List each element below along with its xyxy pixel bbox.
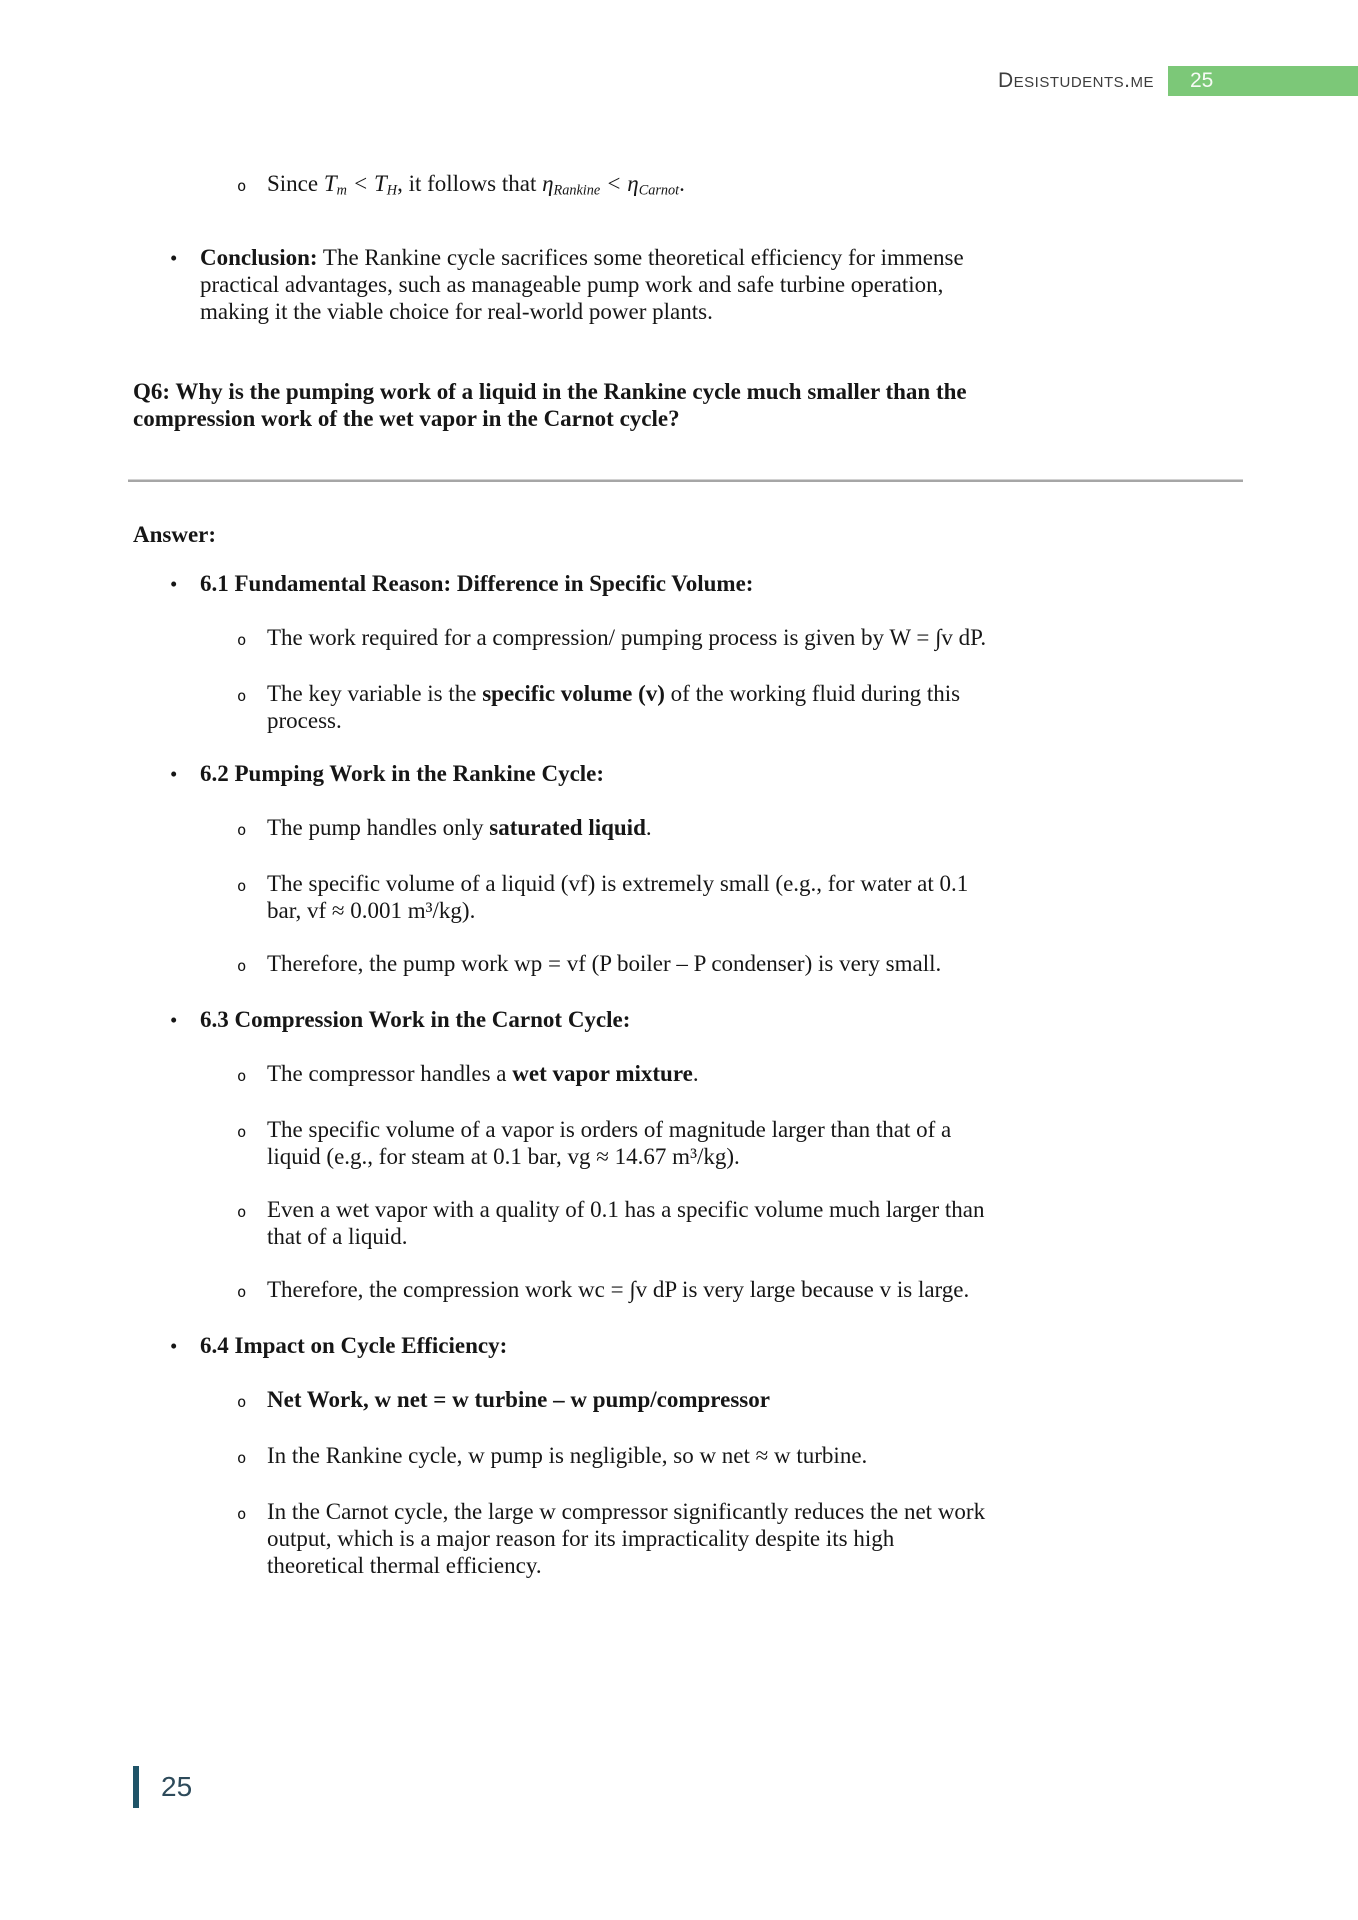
page-header [0, 66, 1358, 96]
list-item [133, 870, 1245, 924]
section-heading-text: 6.4 Impact on Cycle Efficiency: [200, 1332, 508, 1358]
list-item [133, 1116, 1245, 1170]
disc-bullet-icon: • [170, 761, 178, 786]
list-item [133, 624, 1245, 654]
circle-bullet-icon: o [237, 1282, 247, 1301]
paragraph-text: Conclusion: The Rankine cycle sacrifices some theoretical efficiency for immense practical advantages, such as manageable pump work and safe turbine operation, making it the viable choice for real-world power plants. [200, 244, 964, 324]
paragraph-text: The key variable is the specific volume (v) of the working fluid during this process. [267, 680, 961, 733]
list-item [133, 814, 1245, 844]
circle-bullet-icon: o [237, 1392, 247, 1411]
paragraph-text: The work required for a compression/ pumping process is given by W = ∫v dP. [267, 624, 987, 650]
list-item [133, 1386, 1245, 1416]
answer-label: Answer: [133, 521, 217, 547]
list-item [133, 170, 1245, 205]
circle-bullet-icon: o [237, 686, 247, 705]
section-heading-text: 6.3 Compression Work in the Carnot Cycle: [200, 1006, 631, 1032]
list-item [133, 1276, 1245, 1306]
section-heading-text: 6.2 Pumping Work in the Rankine Cycle: [200, 760, 605, 786]
paragraph-text: The specific volume of a vapor is orders of magnitude larger than that of a liquid (e.g., for steam at 0.1 bar, vg ≈ 14.67 m³/kg). [267, 1116, 952, 1169]
list-item [133, 950, 1245, 980]
circle-bullet-icon: o [237, 1448, 247, 1467]
list-item [133, 1498, 1245, 1579]
list-item [133, 680, 1245, 734]
circle-bullet-icon: o [237, 1066, 247, 1085]
page-number-badge: 25 [1168, 66, 1358, 96]
section-heading-text: 6.1 Fundamental Reason: Difference in Specific Volume: [200, 570, 754, 596]
circle-bullet-icon: o [237, 820, 247, 839]
footer-accent-bar [133, 1766, 139, 1808]
list-item [133, 1442, 1245, 1472]
circle-bullet-icon: o [237, 1504, 247, 1523]
paragraph-text: Therefore, the pump work wp = vf (P boiler – P condenser) is very small. [267, 950, 942, 976]
paragraph-text: Net Work, w net = w turbine – w pump/compressor [267, 1386, 770, 1412]
paragraph-text: In the Carnot cycle, the large w compressor significantly reduces the net work output, which is a major reason for its impracticality despite its high theoretical thermal efficiency. [267, 1498, 986, 1578]
document-body [133, 170, 1245, 1605]
circle-bullet-icon: o [237, 956, 247, 975]
footer-page-number: 25 [161, 1771, 193, 1802]
section-heading-6-2 [133, 760, 1245, 788]
disc-bullet-icon: • [170, 1333, 178, 1358]
paragraph-text: The pump handles only saturated liquid. [267, 814, 652, 840]
question-heading: Q6: Why is the pumping work of a liquid in the Rankine cycle much smaller than the compression work of the wet vapor in the Carnot cycle? [133, 378, 967, 431]
circle-bullet-icon: o [237, 1122, 247, 1141]
section-heading-6-4 [133, 1332, 1245, 1360]
disc-bullet-icon: • [170, 1007, 178, 1032]
circle-bullet-icon: o [237, 1202, 247, 1221]
list-item [133, 1196, 1245, 1250]
paragraph-text: Even a wet vapor with a quality of 0.1 has a specific volume much larger than that of a liquid. [267, 1196, 985, 1249]
disc-bullet-icon: • [170, 245, 178, 270]
section-heading-6-3 [133, 1006, 1245, 1034]
disc-bullet-icon: • [170, 571, 178, 596]
paragraph-text: In the Rankine cycle, w pump is negligible, so w net ≈ w turbine. [267, 1442, 868, 1468]
page-footer [133, 1766, 192, 1808]
list-item [133, 1060, 1245, 1090]
circle-bullet-icon: o [237, 876, 247, 895]
paragraph-text: The specific volume of a liquid (vf) is extremely small (e.g., for water at 0.1 bar, vf ≈ 0.001 m³/kg). [267, 870, 969, 923]
divider-rule [128, 479, 1243, 482]
paragraph-text: Therefore, the compression work wc = ∫v dP is very large because v is large. [267, 1276, 970, 1302]
circle-bullet-icon: o [237, 630, 247, 649]
list-item [133, 244, 1245, 325]
circle-bullet-icon: o [237, 177, 247, 195]
section-heading-6-1 [133, 570, 1245, 598]
site-name: Desistudents.me [997, 69, 1154, 92]
paragraph-text: The compressor handles a wet vapor mixture. [267, 1060, 699, 1086]
paragraph-text: Since Tm < TH, it follows that ηRankine < ηCarnot. [267, 171, 685, 199]
